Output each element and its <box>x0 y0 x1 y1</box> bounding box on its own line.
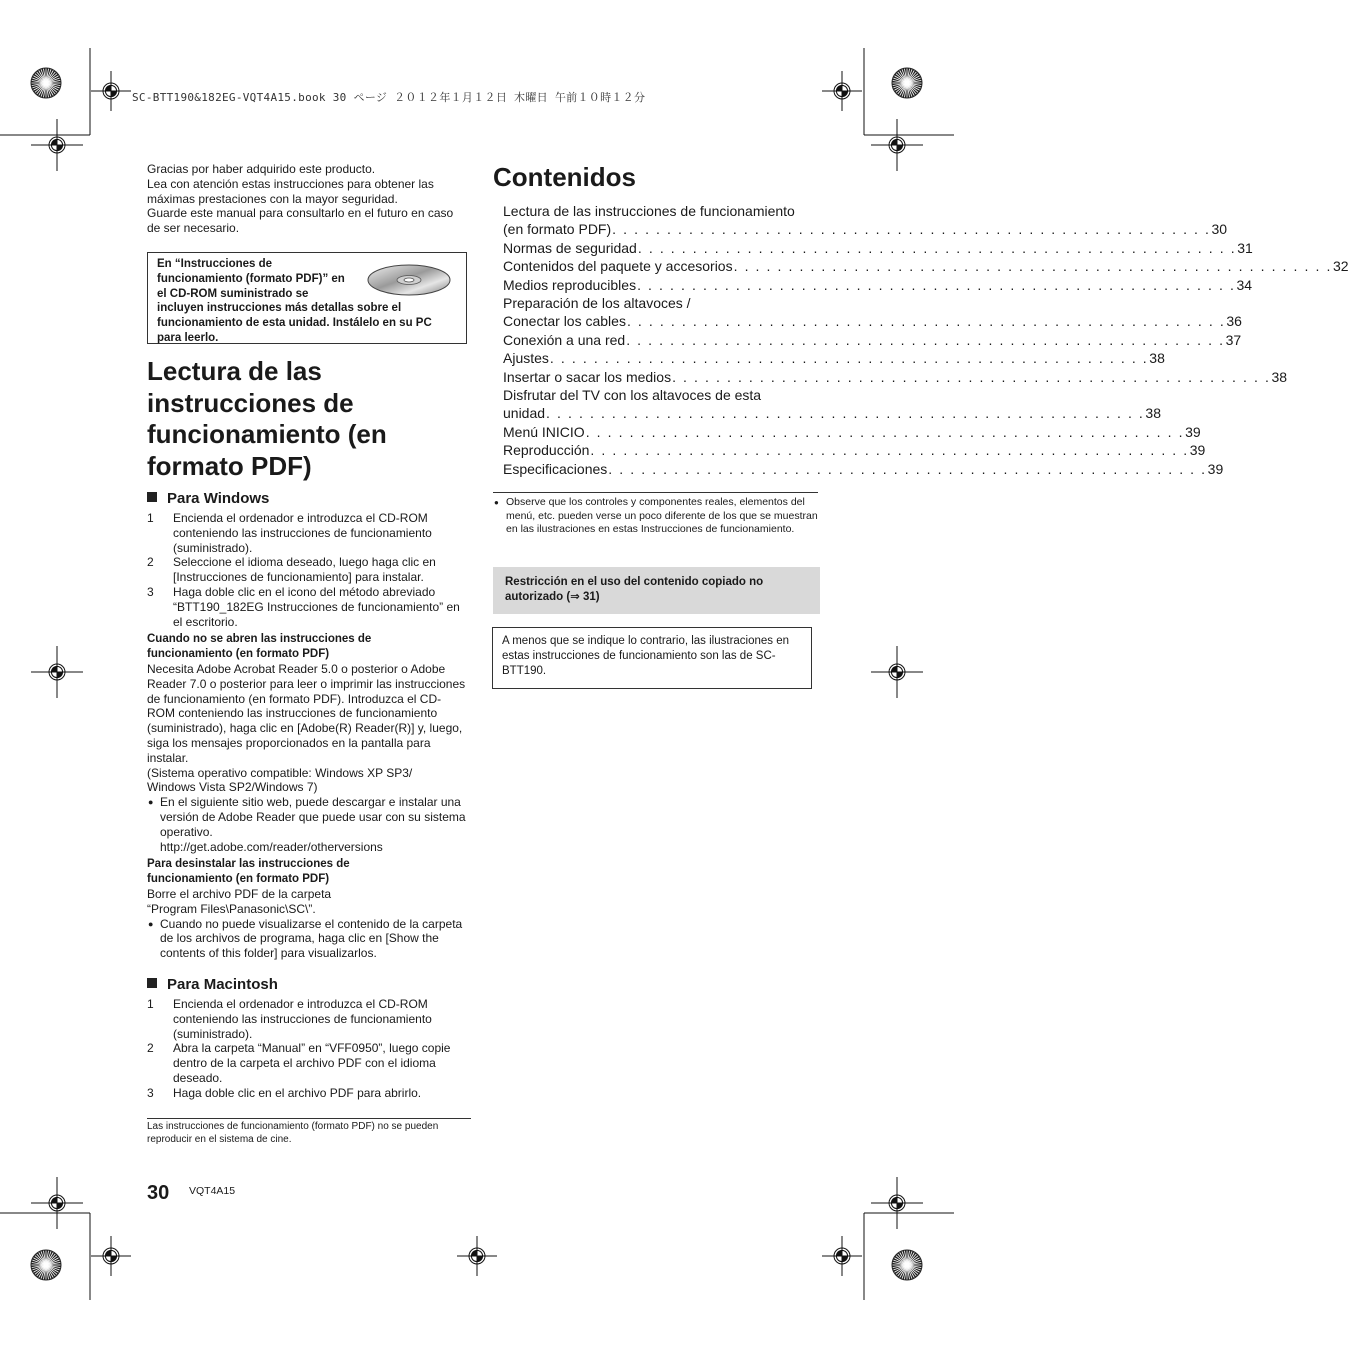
uninstall-body: Borre el archivo PDF de la carpeta “Program Files\Panasonic\SC\”. <box>147 886 332 916</box>
step-number: 3 <box>147 1085 154 1100</box>
bullet-dot-icon: ● <box>148 797 154 808</box>
toc-entry-label: Contenidos del paquete y accesorios <box>503 258 733 275</box>
footnote-text: Las instrucciones de funcionamiento (formato PDF) no se pueden reproducir en el sistema de cine. <box>147 1121 439 1145</box>
toc-entry <box>503 441 1206 459</box>
toc-entry <box>503 331 1242 349</box>
step-number: 1 <box>147 511 154 525</box>
bullet-text: Cuando no puede visualizarse el contenido de la carpeta de los archivos de programa, haga clic en [Show the contents of this folder] para visualizarlos. <box>160 916 463 961</box>
toc-entry <box>503 368 1288 386</box>
pdf-instructions-title: Lectura de las instrucciones de funcionamiento (en formato PDF) <box>147 356 387 481</box>
toc-entry-label: Medios reproducibles <box>503 276 637 293</box>
cd-rom-notice-box <box>147 252 467 344</box>
page-code: VQT4A15 <box>189 1185 236 1197</box>
show-folder-note <box>147 917 469 961</box>
toc-entry-label: Insertar o sacar los medios <box>503 368 672 385</box>
toc-entry <box>503 312 1242 330</box>
toc-entry-page: 30 <box>1211 221 1228 238</box>
windows-heading-label: Para Windows <box>167 490 270 507</box>
step-text: Abra la carpeta “Manual” en “VFF0950”, luego copie dentro de la carpeta el archivo PDF con el idioma deseado. <box>173 1041 451 1085</box>
toc-divider <box>493 492 818 493</box>
toc-entry <box>503 239 1253 257</box>
mac-heading <box>147 976 469 994</box>
toc-leader-dots: . . . . . . . . . . . . . . . . . . . . . . . . . . . . . . . . . . . . . . . . . . . . . . . . . . . . . . . <box>608 460 1207 477</box>
not-open-heading: Cuando no se abren las instrucciones de funcionamiento (en formato PDF) <box>147 633 372 661</box>
square-bullet-icon <box>147 492 157 502</box>
toc-entry-label: Conexión a una red <box>503 331 626 348</box>
uninstall-heading: Para desinstalar las instrucciones de funcionamiento (en formato PDF) <box>147 858 350 886</box>
toc-entry-label: unidad <box>503 405 546 422</box>
copy-restriction-box: Restricción en el uso del contenido copiado no autorizado (⇒ 31) <box>493 567 820 614</box>
cd-rom-notice-line1: En “Instrucciones de funcionamiento (formato PDF)” en el CD-ROM suministrado se <box>157 258 345 300</box>
toc-entry-label: Especificaciones <box>503 460 608 477</box>
illustration-note-text: Observe que los controles y componentes reales, elementos del menú, etc. pueden verse un poco diferente de los que se muestran en las ilustraciones en estas Instrucciones de funcionamiento. <box>506 496 818 535</box>
toc-entry-label: (en formato PDF) <box>503 221 612 238</box>
toc-entry <box>503 404 1161 422</box>
intro-line: Guarde este manual para consultarlo en el futuro en caso de ser necesario. <box>147 206 454 236</box>
mac-heading-label: Para Macintosh <box>167 976 278 993</box>
toc-entry-page: 39 <box>1185 423 1201 440</box>
toc-entry-label: Reproducción <box>503 442 590 459</box>
not-open-body: Necesita Adobe Acrobat Reader 5.0 o posterior o Adobe Reader 7.0 o posterior para leer o imprimir las instrucciones de funcionamiento (en formato PDF). Introduzca el CD-ROM conteniendo las instrucciones de funcionamiento (suministrado), haga clic en [Adobe(R) Reader(R)] y, luego, siga los mensajes proporcionados en la pantalla para instalar. <box>147 661 466 765</box>
step-item <box>147 555 469 585</box>
step-item <box>147 1086 469 1101</box>
toc-leader-dots: . . . . . . . . . . . . . . . . . . . . . . . . . . . . . . . . . . . . . . . . . . . . . . . . . . . . . . . <box>637 276 1236 293</box>
toc-entry-label: Disfrutar del TV con los altavoces de esta <box>503 387 762 404</box>
toc-entry-page: 38 <box>1271 368 1288 385</box>
toc-entry-page: 39 <box>1207 460 1224 477</box>
windows-steps <box>147 511 469 629</box>
toc-entry-label: Normas de seguridad <box>503 239 637 256</box>
toc-entry-label: Conectar los cables <box>503 313 626 330</box>
page-number: 30 <box>147 1182 170 1204</box>
toc-entry <box>503 423 1201 441</box>
intro-line: Gracias por haber adquirido este producto. <box>147 162 376 176</box>
step-number: 3 <box>147 584 154 599</box>
toc-entry <box>503 276 1253 294</box>
illustration-note <box>493 496 828 537</box>
file-header-line: SC-BTT190&182EG-VQT4A15.book 30 ページ ２０１２年１月１２日 木曜日 午前１０時１２分 <box>132 91 646 104</box>
toc-entry-page: 37 <box>1225 331 1242 348</box>
step-item <box>147 1041 469 1085</box>
contents-title: Contenidos <box>493 162 636 192</box>
step-number: 1 <box>147 997 154 1011</box>
os-compat-line: (Sistema operativo compatible: Windows XP SP3/ Windows Vista SP2/Windows 7) <box>147 765 413 795</box>
toc-entry <box>503 349 1165 367</box>
cd-rom-notice-line2: incluyen instrucciones más detallas sobre el funcionamiento de esta unidad. Instálelo en su PC para leerlo. <box>157 302 432 344</box>
toc-leader-dots: . . . . . . . . . . . . . . . . . . . . . . . . . . . . . . . . . . . . . . . . . . . . . . . . . . . . . . . <box>546 405 1145 422</box>
footnote-divider <box>147 1118 471 1119</box>
toc-entry-page: 38 <box>1145 405 1161 422</box>
cd-rom-disc-icon <box>366 263 452 302</box>
toc-entry-label: Menú INICIO <box>503 423 585 440</box>
step-text: Encienda el ordenador e introduzca el CD-ROM conteniendo las instrucciones de funcionamiento (suministrado). <box>173 997 432 1041</box>
toc-entry-page: 31 <box>1237 239 1253 256</box>
square-bullet-icon <box>147 978 157 988</box>
toc-entry-page: 38 <box>1149 350 1165 367</box>
toc-entry-label: Preparación de los altavoces / <box>503 295 691 312</box>
toc-entry-page: 39 <box>1189 442 1206 459</box>
step-text: Haga doble clic en el icono del método abreviado “BTT190_182EG Instrucciones de funcionamiento” en el escritorio. <box>173 584 460 629</box>
step-text: Haga doble clic en el archivo PDF para abrirlo. <box>173 1085 422 1100</box>
toc-entry <box>503 386 818 404</box>
windows-section <box>147 490 469 961</box>
toc-leader-dots: . . . . . . . . . . . . . . . . . . . . . . . . . . . . . . . . . . . . . . . . . . . . . . . . . . . . . . . <box>626 331 1225 348</box>
step-item <box>147 511 469 555</box>
bullet-dot-icon: ● <box>494 498 499 507</box>
intro-line: Lea con atención estas instrucciones para obtener las máximas prestaciones con la mayor seguridad. <box>147 176 434 206</box>
toc-leader-dots: . . . . . . . . . . . . . . . . . . . . . . . . . . . . . . . . . . . . . . . . . . . . . . . . . . . . . . . <box>590 442 1189 459</box>
adobe-url: http://get.adobe.com/reader/otherversions <box>160 839 383 854</box>
toc-leader-dots: . . . . . . . . . . . . . . . . . . . . . . . . . . . . . . . . . . . . . . . . . . . . . . . . . . . . . . . <box>585 423 1185 440</box>
adobe-download-note <box>147 795 469 854</box>
step-text: Seleccione el idioma deseado, luego haga clic en [Instrucciones de funcionamiento] para instalar. <box>173 555 436 585</box>
toc-leader-dots: . . . . . . . . . . . . . . . . . . . . . . . . . . . . . . . . . . . . . . . . . . . . . . . . . . . . . . . <box>612 221 1211 238</box>
step-number: 2 <box>147 1041 154 1056</box>
toc-entry <box>503 220 1228 238</box>
toc-entry <box>503 257 1349 275</box>
toc-leader-dots: . . . . . . . . . . . . . . . . . . . . . . . . . . . . . . . . . . . . . . . . . . . . . . . . . . . . . . . <box>672 368 1271 385</box>
toc-entry <box>503 202 818 220</box>
windows-heading <box>147 490 469 508</box>
toc-entry-page: 32 <box>1332 258 1349 275</box>
toc-entry-page: 34 <box>1236 276 1253 293</box>
toc-leader-dots: . . . . . . . . . . . . . . . . . . . . . . . . . . . . . . . . . . . . . . . . . . . . . . . . . . . . . . . <box>626 313 1226 330</box>
toc-entry <box>503 294 818 312</box>
model-note-box: A menos que se indique lo contrario, las ilustraciones en estas instrucciones de funcionamiento son las de SC-BTT190. <box>492 627 812 689</box>
toc-leader-dots: . . . . . . . . . . . . . . . . . . . . . . . . . . . . . . . . . . . . . . . . . . . . . . . . . . . . . . . <box>733 258 1332 275</box>
bullet-text: En el siguiente sitio web, puede descargar e instalar una versión de Adobe Reader que puede usar con su sistema operativo. <box>160 795 466 839</box>
step-number: 2 <box>147 555 154 570</box>
toc-leader-dots: . . . . . . . . . . . . . . . . . . . . . . . . . . . . . . . . . . . . . . . . . . . . . . . . . . . . . . . <box>549 350 1149 367</box>
toc-entry-label: Ajustes <box>503 350 549 367</box>
bullet-dot-icon: ● <box>148 918 154 929</box>
step-item <box>147 585 469 629</box>
intro-text <box>147 162 469 236</box>
toc-leader-dots: . . . . . . . . . . . . . . . . . . . . . . . . . . . . . . . . . . . . . . . . . . . . . . . . . . . . . . . <box>637 239 1237 256</box>
mac-section <box>147 976 469 1101</box>
table-of-contents <box>503 202 1349 478</box>
toc-entry-page: 36 <box>1226 313 1242 330</box>
toc-entry-label: Lectura de las instrucciones de funcionamiento <box>503 203 795 219</box>
mac-steps <box>147 997 469 1101</box>
step-text: Encienda el ordenador e introduzca el CD-ROM conteniendo las instrucciones de funcionamiento (suministrado). <box>173 511 432 555</box>
toc-entry <box>503 460 1224 478</box>
step-item <box>147 997 469 1041</box>
